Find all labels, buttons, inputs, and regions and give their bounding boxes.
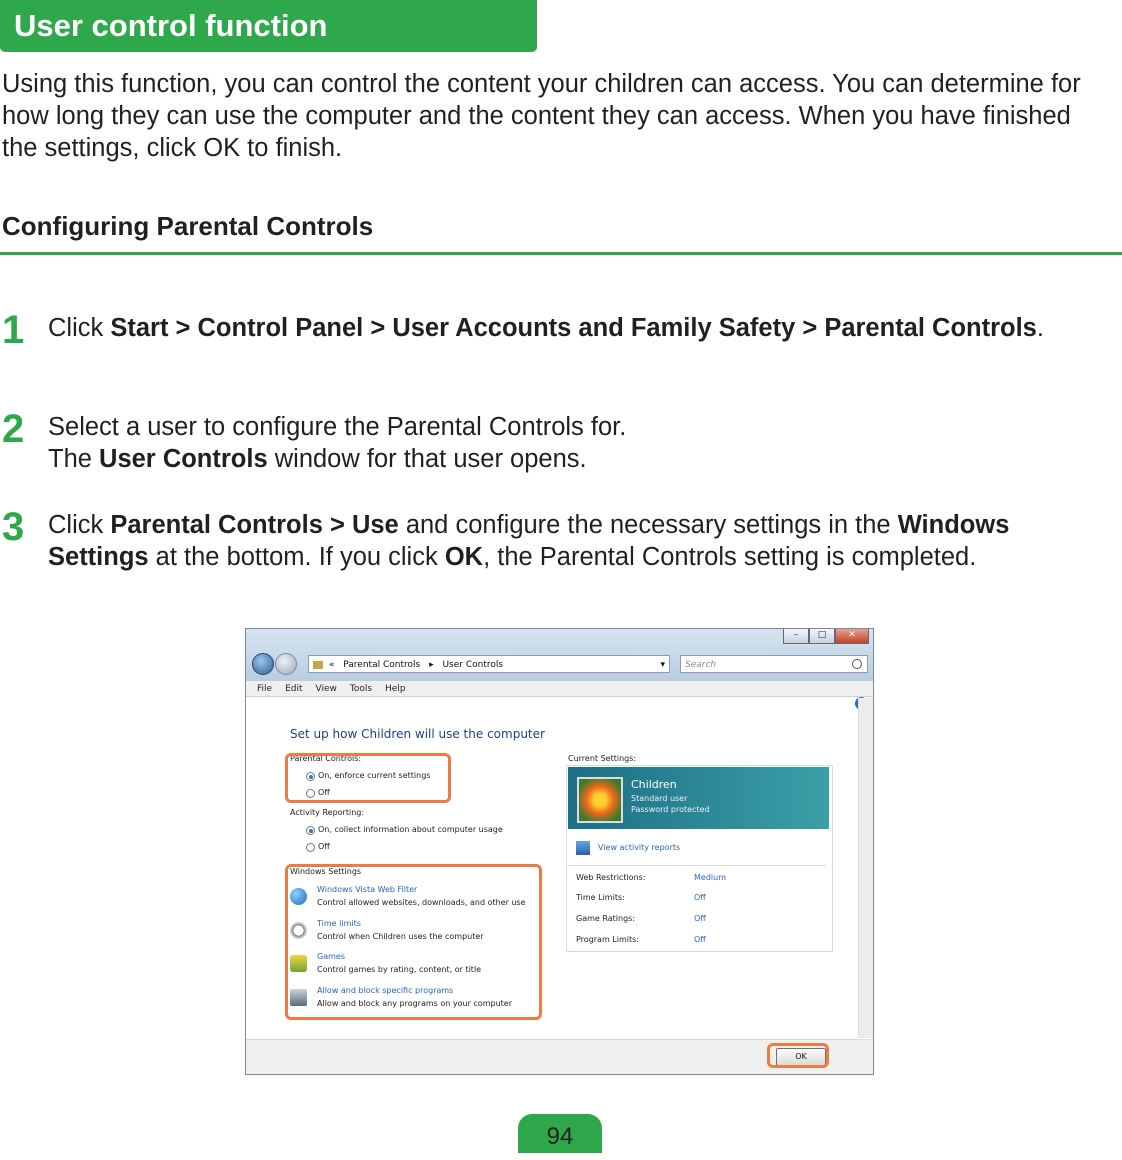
game-ratings-value[interactable]: Off	[694, 914, 706, 923]
search-icon[interactable]	[852, 659, 862, 669]
windows-settings-label: Windows Settings	[290, 867, 362, 876]
breadcrumb-user-controls[interactable]: User Controls	[442, 660, 504, 670]
user-controls-window	[245, 628, 874, 1075]
parental-controls-label: Parental Controls:	[290, 754, 362, 763]
user-type: Standard user	[631, 794, 688, 803]
step-text-line	[48, 443, 1108, 475]
time-limits-desc: Control when Children uses the computer	[317, 932, 484, 941]
window-controls	[783, 629, 869, 644]
menu-path: Start > Control Panel > User Accounts and Family Safety > Parental Controls	[110, 314, 1037, 342]
activity-off-label[interactable]: Off	[318, 842, 330, 851]
breadcrumb-separator: ▸	[429, 660, 434, 670]
time-limits-link[interactable]: Time limits	[317, 919, 361, 928]
forward-button[interactable]	[275, 653, 297, 675]
activity-on-radio[interactable]	[306, 826, 315, 835]
time-limits-key: Time Limits:	[576, 893, 625, 902]
step-number: 2	[2, 407, 25, 451]
step-text	[48, 312, 1108, 344]
divider	[568, 865, 826, 866]
step-text-part: , the Parental Controls setting is completed.	[483, 543, 977, 571]
user-name: Children	[631, 778, 677, 791]
page-title: Set up how Children will use the computer	[290, 727, 545, 741]
maximize-button[interactable]: □	[809, 629, 835, 644]
page-number: 94	[518, 1114, 602, 1153]
menu-help[interactable]: Help	[385, 684, 406, 694]
breadcrumb-separator: «	[328, 660, 335, 670]
search-placeholder: Search	[685, 660, 717, 670]
web-filter-link[interactable]: Windows Vista Web Filter	[317, 885, 418, 894]
step-text-part: .	[1036, 314, 1044, 342]
menu-tools[interactable]: Tools	[349, 684, 373, 694]
button-name: OK	[444, 543, 484, 571]
current-settings-label: Current Settings:	[568, 754, 637, 763]
subheading: Configuring Parental Controls	[2, 211, 374, 241]
programs-link[interactable]: Allow and block specific programs	[317, 986, 454, 995]
step-number: 1	[2, 308, 25, 352]
step-text-part: window for that user opens.	[267, 445, 587, 473]
web-filter-desc: Control allowed websites, downloads, and other use	[317, 898, 526, 907]
step-text	[48, 509, 1108, 573]
close-button[interactable]: ✕	[835, 629, 869, 644]
breadcrumb-parental-controls[interactable]: Parental Controls	[343, 660, 421, 670]
intro-paragraph: Using this function, you can control the content your children can access. You can determine for how long they can use the computer and the content they can access. When you have finished the settings, click OK to finish.	[2, 70, 1081, 162]
step-text-part: The	[48, 445, 100, 473]
web-restrictions-value[interactable]: Medium	[694, 873, 726, 882]
avatar	[577, 777, 623, 823]
user-card	[568, 767, 829, 829]
step-number: 3	[2, 505, 25, 549]
step-text-part: and configure the necessary settings in the	[398, 511, 898, 539]
ok-button[interactable]: OK	[776, 1048, 826, 1066]
password-status: Password protected	[631, 805, 710, 814]
section-divider	[0, 252, 1122, 255]
time-limits-value[interactable]: Off	[694, 893, 706, 902]
program-limits-value[interactable]: Off	[694, 935, 706, 944]
activity-on-label[interactable]: On, collect information about computer usage	[318, 825, 503, 834]
minimize-button[interactable]: –	[783, 629, 809, 644]
window-name: User Controls	[99, 445, 268, 473]
view-activity-reports-link[interactable]: View activity reports	[598, 843, 681, 852]
section-title: User control function	[0, 0, 537, 52]
web-restrictions-key: Web Restrictions:	[576, 873, 646, 882]
game-ratings-key: Game Ratings:	[576, 914, 636, 923]
games-link[interactable]: Games	[317, 952, 345, 961]
menu-bar	[246, 681, 873, 697]
title-bar	[246, 629, 873, 681]
address-bar[interactable]	[308, 655, 670, 673]
programs-desc: Allow and block any programs on your computer	[317, 999, 512, 1008]
menu-edit[interactable]: Edit	[285, 684, 303, 694]
games-desc: Control games by rating, content, or title	[317, 965, 482, 974]
back-button[interactable]	[252, 653, 274, 675]
chevron-down-icon[interactable]: ▾	[660, 660, 665, 670]
step-text-part: Click	[48, 511, 111, 539]
activity-reporting-label: Activity Reporting:	[290, 808, 365, 817]
folder-icon	[313, 661, 323, 669]
step-text-part: Click	[48, 314, 111, 342]
menu-file[interactable]: File	[257, 684, 273, 694]
step-text-part: at the bottom. If you click	[148, 543, 445, 571]
menu-view[interactable]: View	[315, 684, 337, 694]
section-name: Windows Settings	[48, 511, 1010, 571]
activity-off-radio[interactable]	[306, 843, 315, 852]
scrollbar[interactable]	[858, 698, 874, 1038]
parental-controls-highlight	[285, 753, 451, 803]
step-text	[48, 411, 1108, 475]
ok-button-highlight	[767, 1043, 829, 1068]
parental-off-label[interactable]: Off	[318, 788, 330, 797]
search-input[interactable]	[680, 655, 868, 673]
step-text-line: Select a user to configure the Parental Controls for.	[48, 413, 627, 441]
parental-on-label[interactable]: On, enforce current settings	[318, 771, 431, 780]
windows-settings-highlight	[285, 864, 542, 1020]
report-icon	[576, 841, 590, 855]
program-limits-key: Program Limits:	[576, 935, 639, 944]
menu-path: Parental Controls > Use	[110, 511, 399, 539]
